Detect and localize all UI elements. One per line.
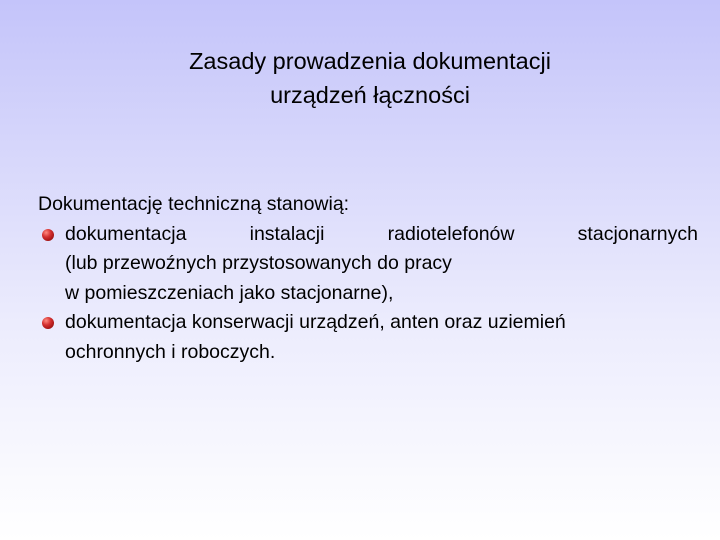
slide-title xyxy=(0,44,720,112)
list-item xyxy=(38,308,698,367)
list-item-line: dokumentacja instalacji radiotelefonów stacjonarnych xyxy=(65,222,698,245)
list-item-line: dokumentacja konserwacji urządzeń, anten oraz uziemień xyxy=(65,311,566,333)
slide-title-line-1: Zasady prowadzenia dokumentacji xyxy=(189,48,551,74)
list-item-line: ochronnych i roboczych. xyxy=(65,340,276,363)
intro-text: Dokumentację techniczną stanowią: xyxy=(38,193,350,215)
red-sphere-bullet-icon xyxy=(42,229,54,241)
list-item-line: (lub przewoźnych przystosowanych do pracy xyxy=(65,252,452,274)
red-sphere-bullet-icon xyxy=(42,317,54,329)
list-item xyxy=(38,220,698,309)
list-item-line: w pomieszczeniach jako stacjonarne), xyxy=(65,281,394,304)
slide-title-line-2: urządzeń łączności xyxy=(270,82,470,108)
slide-body xyxy=(38,190,698,367)
